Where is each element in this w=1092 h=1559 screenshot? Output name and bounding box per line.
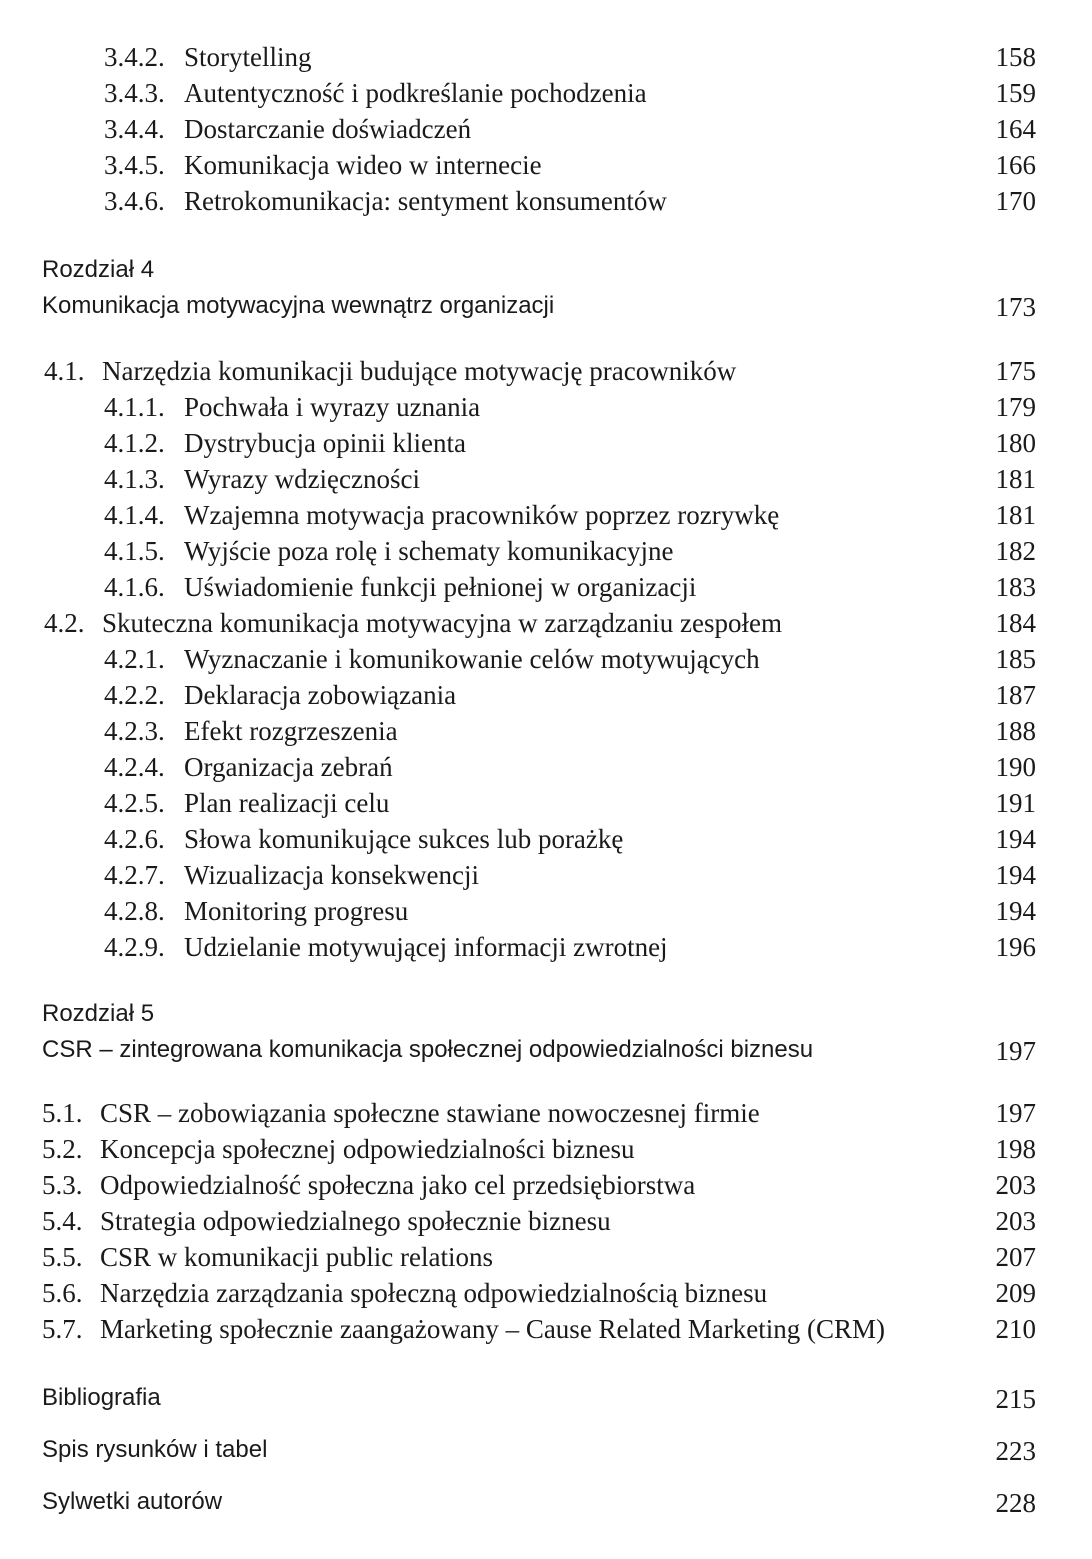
- entry-number: 3.4.4.: [104, 114, 165, 144]
- toc-entry: [0, 824, 1092, 860]
- entry-title: Wizualizacja konsekwencji: [184, 860, 480, 890]
- toc-entry: [0, 1134, 1092, 1170]
- entry-page: 179: [995, 392, 1036, 422]
- chapter-5-page: 197: [995, 1036, 1036, 1066]
- entry-number: 4.2.6.: [104, 824, 165, 854]
- entry-page: 190: [995, 752, 1036, 782]
- entry-page: 181: [995, 500, 1036, 530]
- entry-page: 164: [995, 114, 1036, 144]
- entry-page: 170: [995, 186, 1036, 216]
- chapter-5-label: Rozdział 5: [42, 1000, 155, 1027]
- entry-page: 166: [995, 150, 1036, 180]
- entry-page: 210: [995, 1314, 1036, 1344]
- entry-page: 183: [995, 572, 1036, 602]
- entry-title: Plan realizacji celu: [184, 788, 390, 818]
- toc-entry: [0, 896, 1092, 932]
- entry-number: 4.1.1.: [104, 392, 165, 422]
- entry-page: 175: [995, 356, 1036, 386]
- entry-number: 3.4.3.: [104, 78, 165, 108]
- entry-title: Skuteczna komunikacja motywacyjna w zarządzaniu zespołem: [102, 608, 782, 638]
- toc-entry: [0, 114, 1092, 150]
- entry-title: Strategia odpowiedzialnego społecznie biznesu: [100, 1206, 611, 1236]
- entry-title: Organizacja zebrań: [184, 752, 393, 782]
- entry-number: 3.4.2.: [104, 42, 165, 72]
- entry-number: 4.1.4.: [104, 500, 165, 530]
- entry-page: 181: [995, 464, 1036, 494]
- toc-entry: [0, 186, 1092, 222]
- entry-title: Dystrybucja opinii klienta: [184, 428, 466, 458]
- chapter-heading: [0, 1036, 1092, 1072]
- entry-number: 4.1.3.: [104, 464, 165, 494]
- entry-page: 159: [995, 78, 1036, 108]
- entry-page: 158: [995, 42, 1036, 72]
- entry-page: 184: [995, 608, 1036, 638]
- toc-entry: [0, 392, 1092, 428]
- chapter-5-title: CSR – zintegrowana komunikacja społecznej odpowiedzialności biznesu: [42, 1036, 814, 1063]
- entry-number: 5.4.: [42, 1206, 83, 1236]
- toc-entry: [0, 536, 1092, 572]
- chapter-label: [0, 1000, 1092, 1036]
- entry-title: Wyznaczanie i komunikowanie celów motywujących: [184, 644, 760, 674]
- chapter-heading: [0, 292, 1092, 328]
- entry-title: Narzędzia zarządzania społeczną odpowiedzialnością biznesu: [100, 1278, 768, 1308]
- entry-title: Wzajemna motywacja pracowników poprzez rozrywkę: [184, 500, 780, 530]
- entry-page: 191: [995, 788, 1036, 818]
- entry-number: 4.2.1.: [104, 644, 165, 674]
- toc-entry: [0, 1314, 1092, 1350]
- entry-number: 4.2.2.: [104, 680, 165, 710]
- entry-page: 207: [995, 1242, 1036, 1272]
- toc-entry: [0, 78, 1092, 114]
- toc-entry: [0, 788, 1092, 824]
- entry-page: 196: [995, 932, 1036, 962]
- toc-entry: [0, 428, 1092, 464]
- entry-page: 215: [995, 1384, 1036, 1414]
- entry-title: Storytelling: [184, 42, 312, 72]
- entry-number: 4.1.6.: [104, 572, 165, 602]
- entry-number: 4.2.8.: [104, 896, 165, 926]
- entry-number: 5.5.: [42, 1242, 83, 1272]
- toc-entry: [0, 572, 1092, 608]
- toc-entry: [0, 150, 1092, 186]
- entry-page: 194: [995, 824, 1036, 854]
- entry-page: 187: [995, 680, 1036, 710]
- entry-page: 185: [995, 644, 1036, 674]
- entry-page: 182: [995, 536, 1036, 566]
- entry-title: Odpowiedzialność społeczna jako cel przedsiębiorstwa: [100, 1170, 696, 1200]
- chapter-4-label: Rozdział 4: [42, 256, 155, 283]
- toc-entry: [0, 42, 1092, 78]
- entry-title: Dostarczanie doświadczeń: [184, 114, 472, 144]
- entry-page: 180: [995, 428, 1036, 458]
- entry-page: 203: [995, 1206, 1036, 1236]
- entry-page: 188: [995, 716, 1036, 746]
- toc-entry: [0, 680, 1092, 716]
- entry-title: Słowa komunikujące sukces lub porażkę: [184, 824, 624, 854]
- chapter-4-title: Komunikacja motywacyjna wewnątrz organizacji: [42, 292, 555, 319]
- toc-entry: [0, 1242, 1092, 1278]
- entry-title: CSR – zobowiązania społeczne stawiane nowoczesnej firmie: [100, 1098, 760, 1128]
- entry-title: Spis rysunków i tabel: [42, 1436, 268, 1463]
- toc-entry: [0, 860, 1092, 896]
- entry-number: 4.1.5.: [104, 536, 165, 566]
- entry-page: 194: [995, 860, 1036, 890]
- entry-number: 5.3.: [42, 1170, 83, 1200]
- entry-title: Wyjście poza rolę i schematy komunikacyjne: [184, 536, 674, 566]
- entry-number: 4.1.: [44, 356, 85, 386]
- toc-entry: [0, 1170, 1092, 1206]
- entry-title: Marketing społecznie zaangażowany – Cause Related Marketing (CRM): [100, 1314, 885, 1344]
- entry-number: 5.2.: [42, 1134, 83, 1164]
- entry-title: Narzędzia komunikacji budujące motywację pracowników: [102, 356, 737, 386]
- toc-entry: [0, 716, 1092, 752]
- back-matter-entry: [0, 1384, 1092, 1420]
- entry-title: Komunikacja wideo w internecie: [184, 150, 542, 180]
- entry-page: 198: [995, 1134, 1036, 1164]
- entry-number: 4.2.3.: [104, 716, 165, 746]
- entry-title: Autentyczność i podkreślanie pochodzenia: [184, 78, 647, 108]
- entry-number: 4.2.: [44, 608, 85, 638]
- entry-page: 209: [995, 1278, 1036, 1308]
- toc-entry: [0, 932, 1092, 968]
- entry-title: Koncepcja społecznej odpowiedzialności biznesu: [100, 1134, 635, 1164]
- entry-title: Sylwetki autorów: [42, 1488, 223, 1515]
- back-matter-entry: [0, 1436, 1092, 1472]
- toc-entry: [0, 608, 1092, 644]
- toc-entry: [0, 1278, 1092, 1314]
- entry-title: Monitoring progresu: [184, 896, 409, 926]
- entry-page: 228: [995, 1488, 1036, 1518]
- entry-page: 223: [995, 1436, 1036, 1466]
- entry-title: Retrokomunikacja: sentyment konsumentów: [184, 186, 667, 216]
- entry-number: 5.7.: [42, 1314, 83, 1344]
- entry-number: 3.4.5.: [104, 150, 165, 180]
- entry-number: 5.1.: [42, 1098, 83, 1128]
- entry-title: Wyrazy wdzięczności: [184, 464, 420, 494]
- entry-number: 4.2.4.: [104, 752, 165, 782]
- back-matter-entry: [0, 1488, 1092, 1524]
- toc-entry: [0, 356, 1092, 392]
- toc-entry: [0, 752, 1092, 788]
- entry-title: Uświadomienie funkcji pełnionej w organizacji: [184, 572, 697, 602]
- entry-title: Udzielanie motywującej informacji zwrotnej: [184, 932, 668, 962]
- entry-title: CSR w komunikacji public relations: [100, 1242, 493, 1272]
- toc-entry: [0, 500, 1092, 536]
- entry-number: 4.2.7.: [104, 860, 165, 890]
- entry-title: Deklaracja zobowiązania: [184, 680, 457, 710]
- entry-number: 4.1.2.: [104, 428, 165, 458]
- entry-number: 4.2.5.: [104, 788, 165, 818]
- entry-page: 203: [995, 1170, 1036, 1200]
- chapter-4-page: 173: [995, 292, 1036, 322]
- toc-entry: [0, 1206, 1092, 1242]
- entry-number: 5.6.: [42, 1278, 83, 1308]
- entry-title: Efekt rozgrzeszenia: [184, 716, 398, 746]
- entry-number: 3.4.6.: [104, 186, 165, 216]
- entry-number: 4.2.9.: [104, 932, 165, 962]
- entry-page: 194: [995, 896, 1036, 926]
- toc-entry: [0, 464, 1092, 500]
- entry-title: Pochwała i wyrazy uznania: [184, 392, 481, 422]
- entry-page: 197: [995, 1098, 1036, 1128]
- chapter-label: [0, 256, 1092, 292]
- toc-entry: [0, 1098, 1092, 1134]
- toc-entry: [0, 644, 1092, 680]
- entry-title: Bibliografia: [42, 1384, 161, 1411]
